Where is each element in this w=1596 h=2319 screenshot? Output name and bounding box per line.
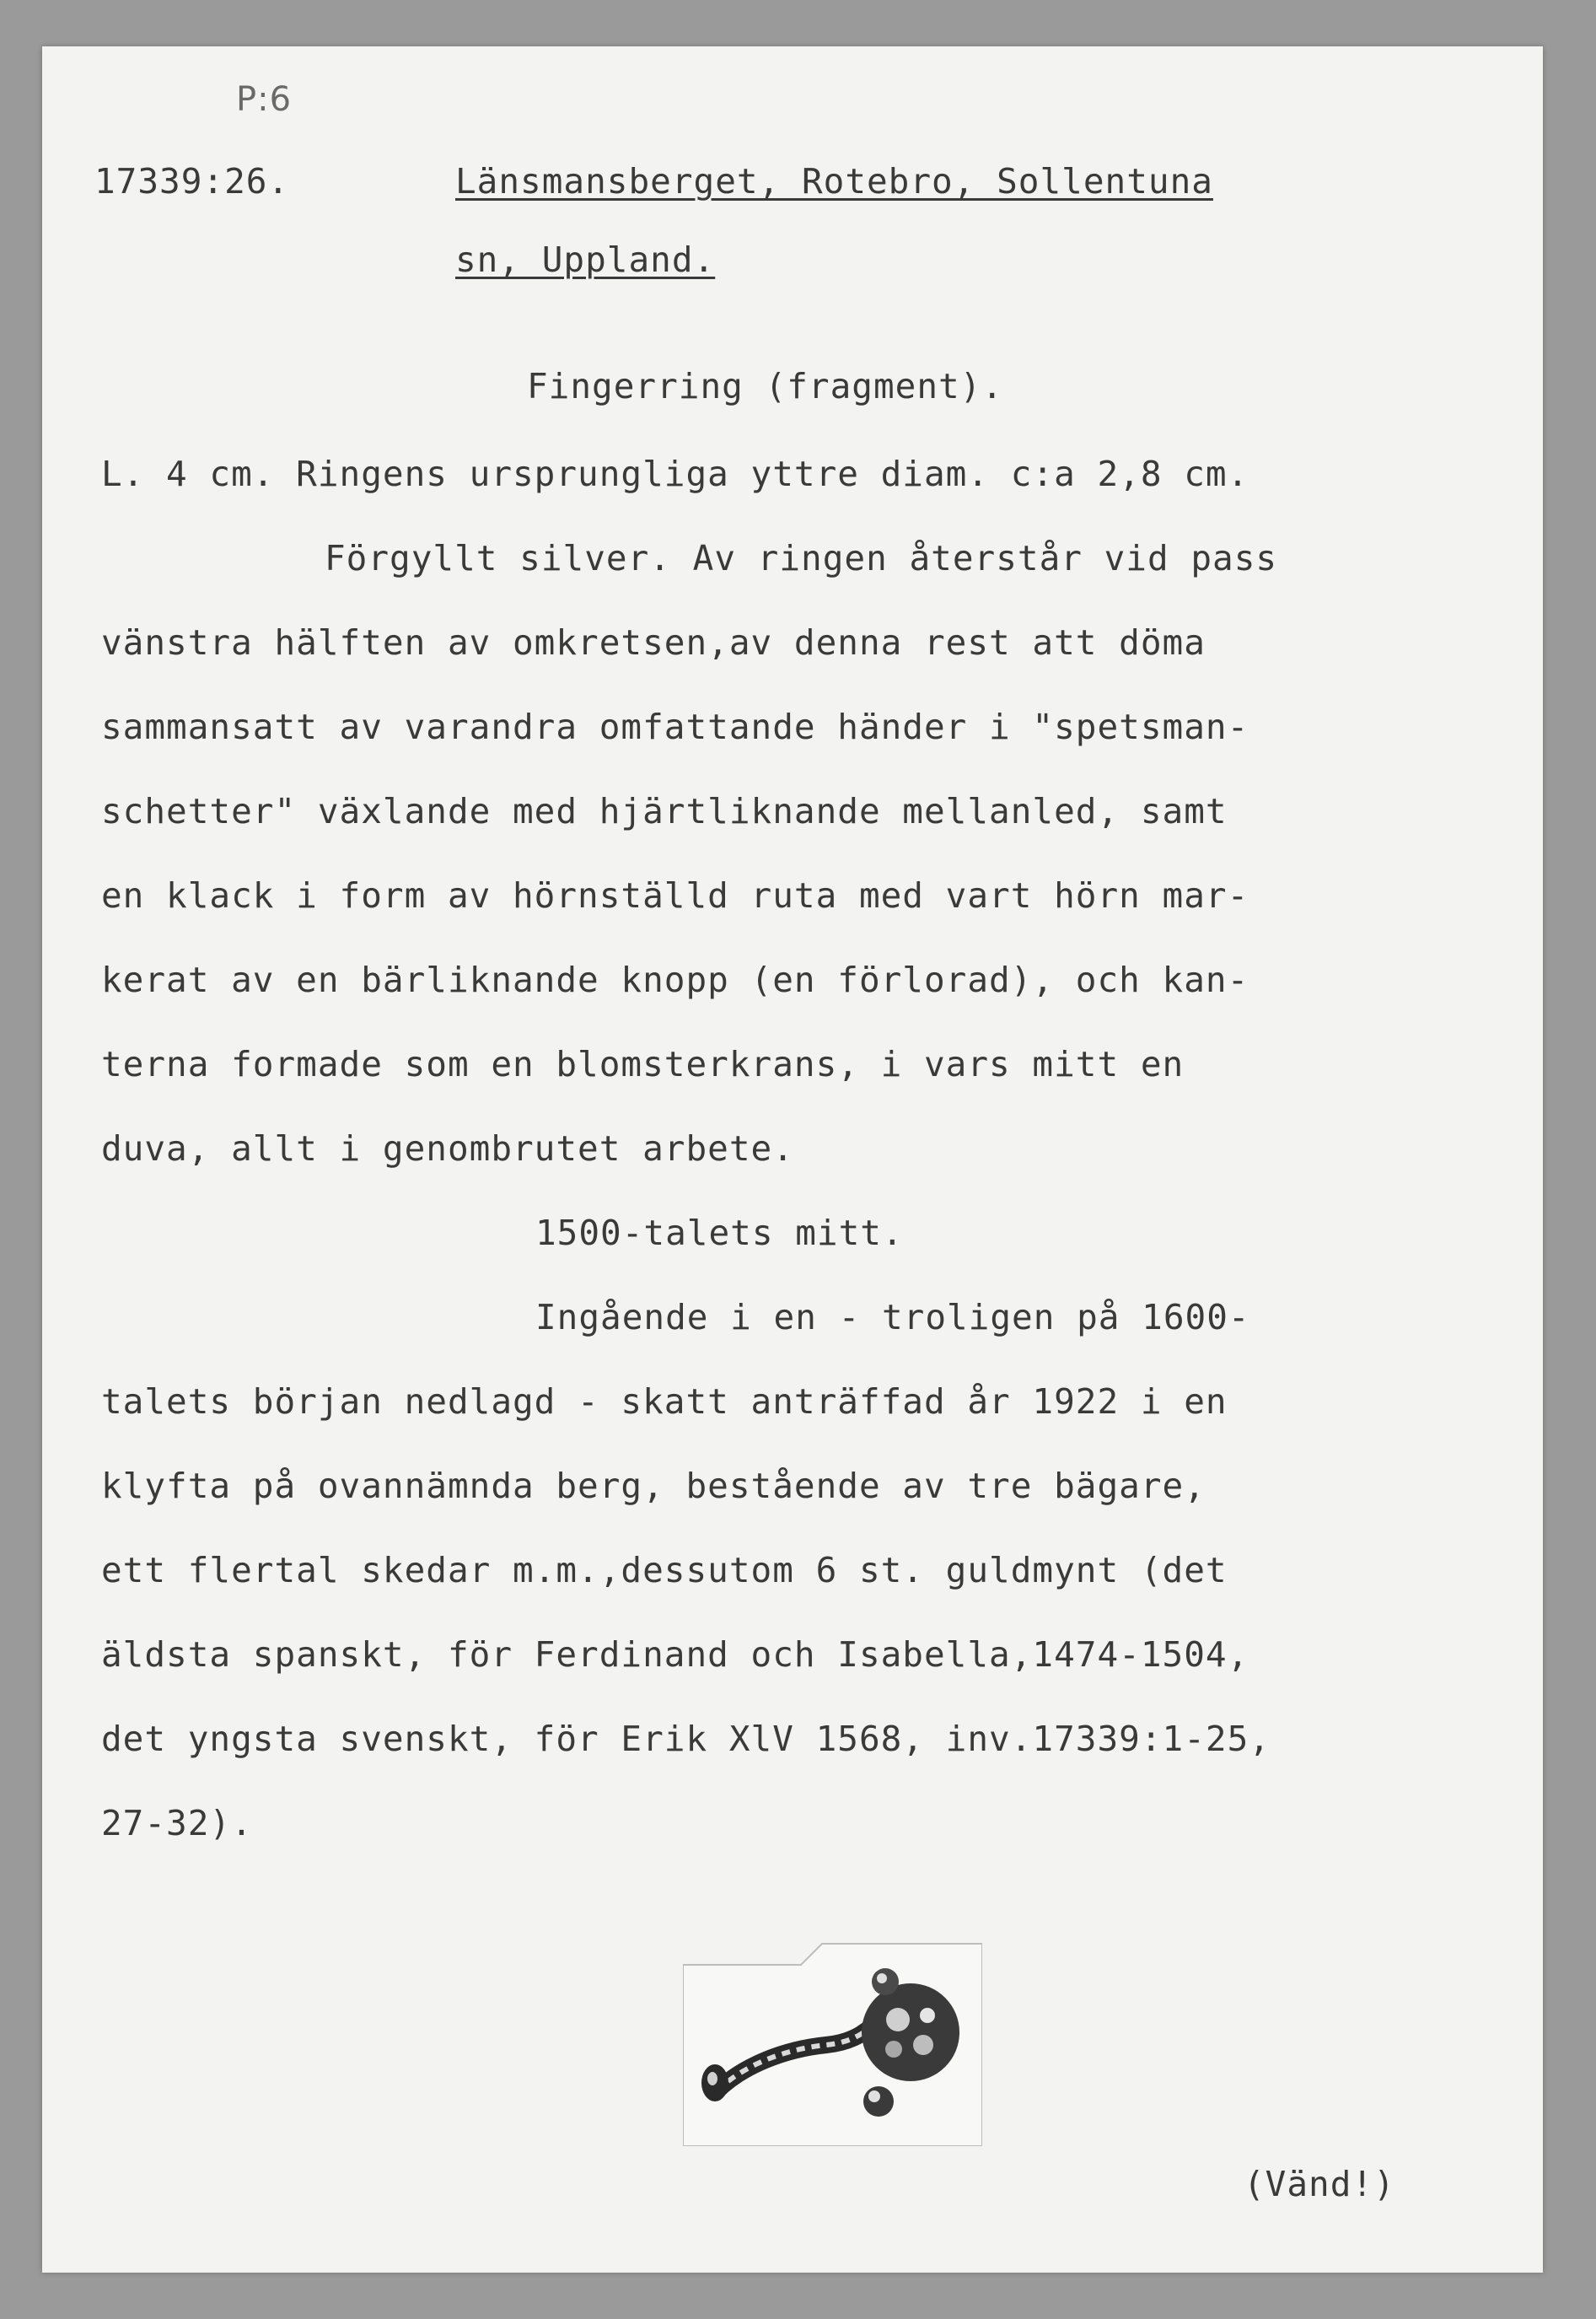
inventory-number: 17339:26. <box>94 161 290 202</box>
body-line-15: äldsta spanskt, för Ferdinand och Isabella,1474-1504, <box>101 1634 1249 1675</box>
dating-line: 1500-talets mitt. <box>535 1213 904 1253</box>
body-line-12: talets början nedlagd - skatt anträffad år 1922 i en <box>101 1381 1228 1422</box>
object-title: Fingerring (fragment). <box>527 366 1004 406</box>
catalog-card <box>42 46 1543 2273</box>
corner-mark: P:6 <box>236 80 293 119</box>
body-line-11: Ingående i en - troligen på 1600- <box>535 1297 1250 1337</box>
body-line-9: duva, allt i genombrutet arbete. <box>101 1128 794 1169</box>
body-line-14: ett flertal skedar m.m.,dessutom 6 st. guldmynt (det <box>101 1550 1228 1590</box>
body-line-1: L. 4 cm. Ringens ursprungliga yttre diam. c:a 2,8 cm. <box>101 454 1249 494</box>
body-line-17: 27-32). <box>101 1803 253 1843</box>
body-line-13: klyfta på ovannämnda berg, bestående av tre bägare, <box>101 1466 1206 1506</box>
ring-fragment-image <box>683 1940 982 2146</box>
location-line-1: Länsmansberget, Rotebro, Sollentuna <box>455 161 1213 202</box>
turn-over-note: (Vänd!) <box>1244 2164 1395 2204</box>
body-line-4: sammansatt av varandra omfattande händer i "spetsman- <box>101 707 1249 747</box>
body-line-3: vänstra hälften av omkretsen,av denna rest att döma <box>101 622 1206 663</box>
body-line-8: terna formade som en blomsterkrans, i vars mitt en <box>101 1044 1185 1084</box>
body-line-7: kerat av en bärliknande knopp (en förlorad), och kan- <box>101 960 1249 1000</box>
body-line-6: en klack i form av hörnställd ruta med vart hörn mar- <box>101 875 1249 916</box>
body-line-5: schetter" växlande med hjärtliknande mellanled, samt <box>101 791 1228 831</box>
body-line-2: Förgyllt silver. Av ringen återstår vid pass <box>325 538 1278 578</box>
location-line-2: sn, Uppland. <box>455 239 716 280</box>
ring-fragment-photo <box>683 1940 982 2146</box>
body-line-16: det yngsta svenskt, för Erik XlV 1568, inv.17339:1-25, <box>101 1719 1271 1759</box>
